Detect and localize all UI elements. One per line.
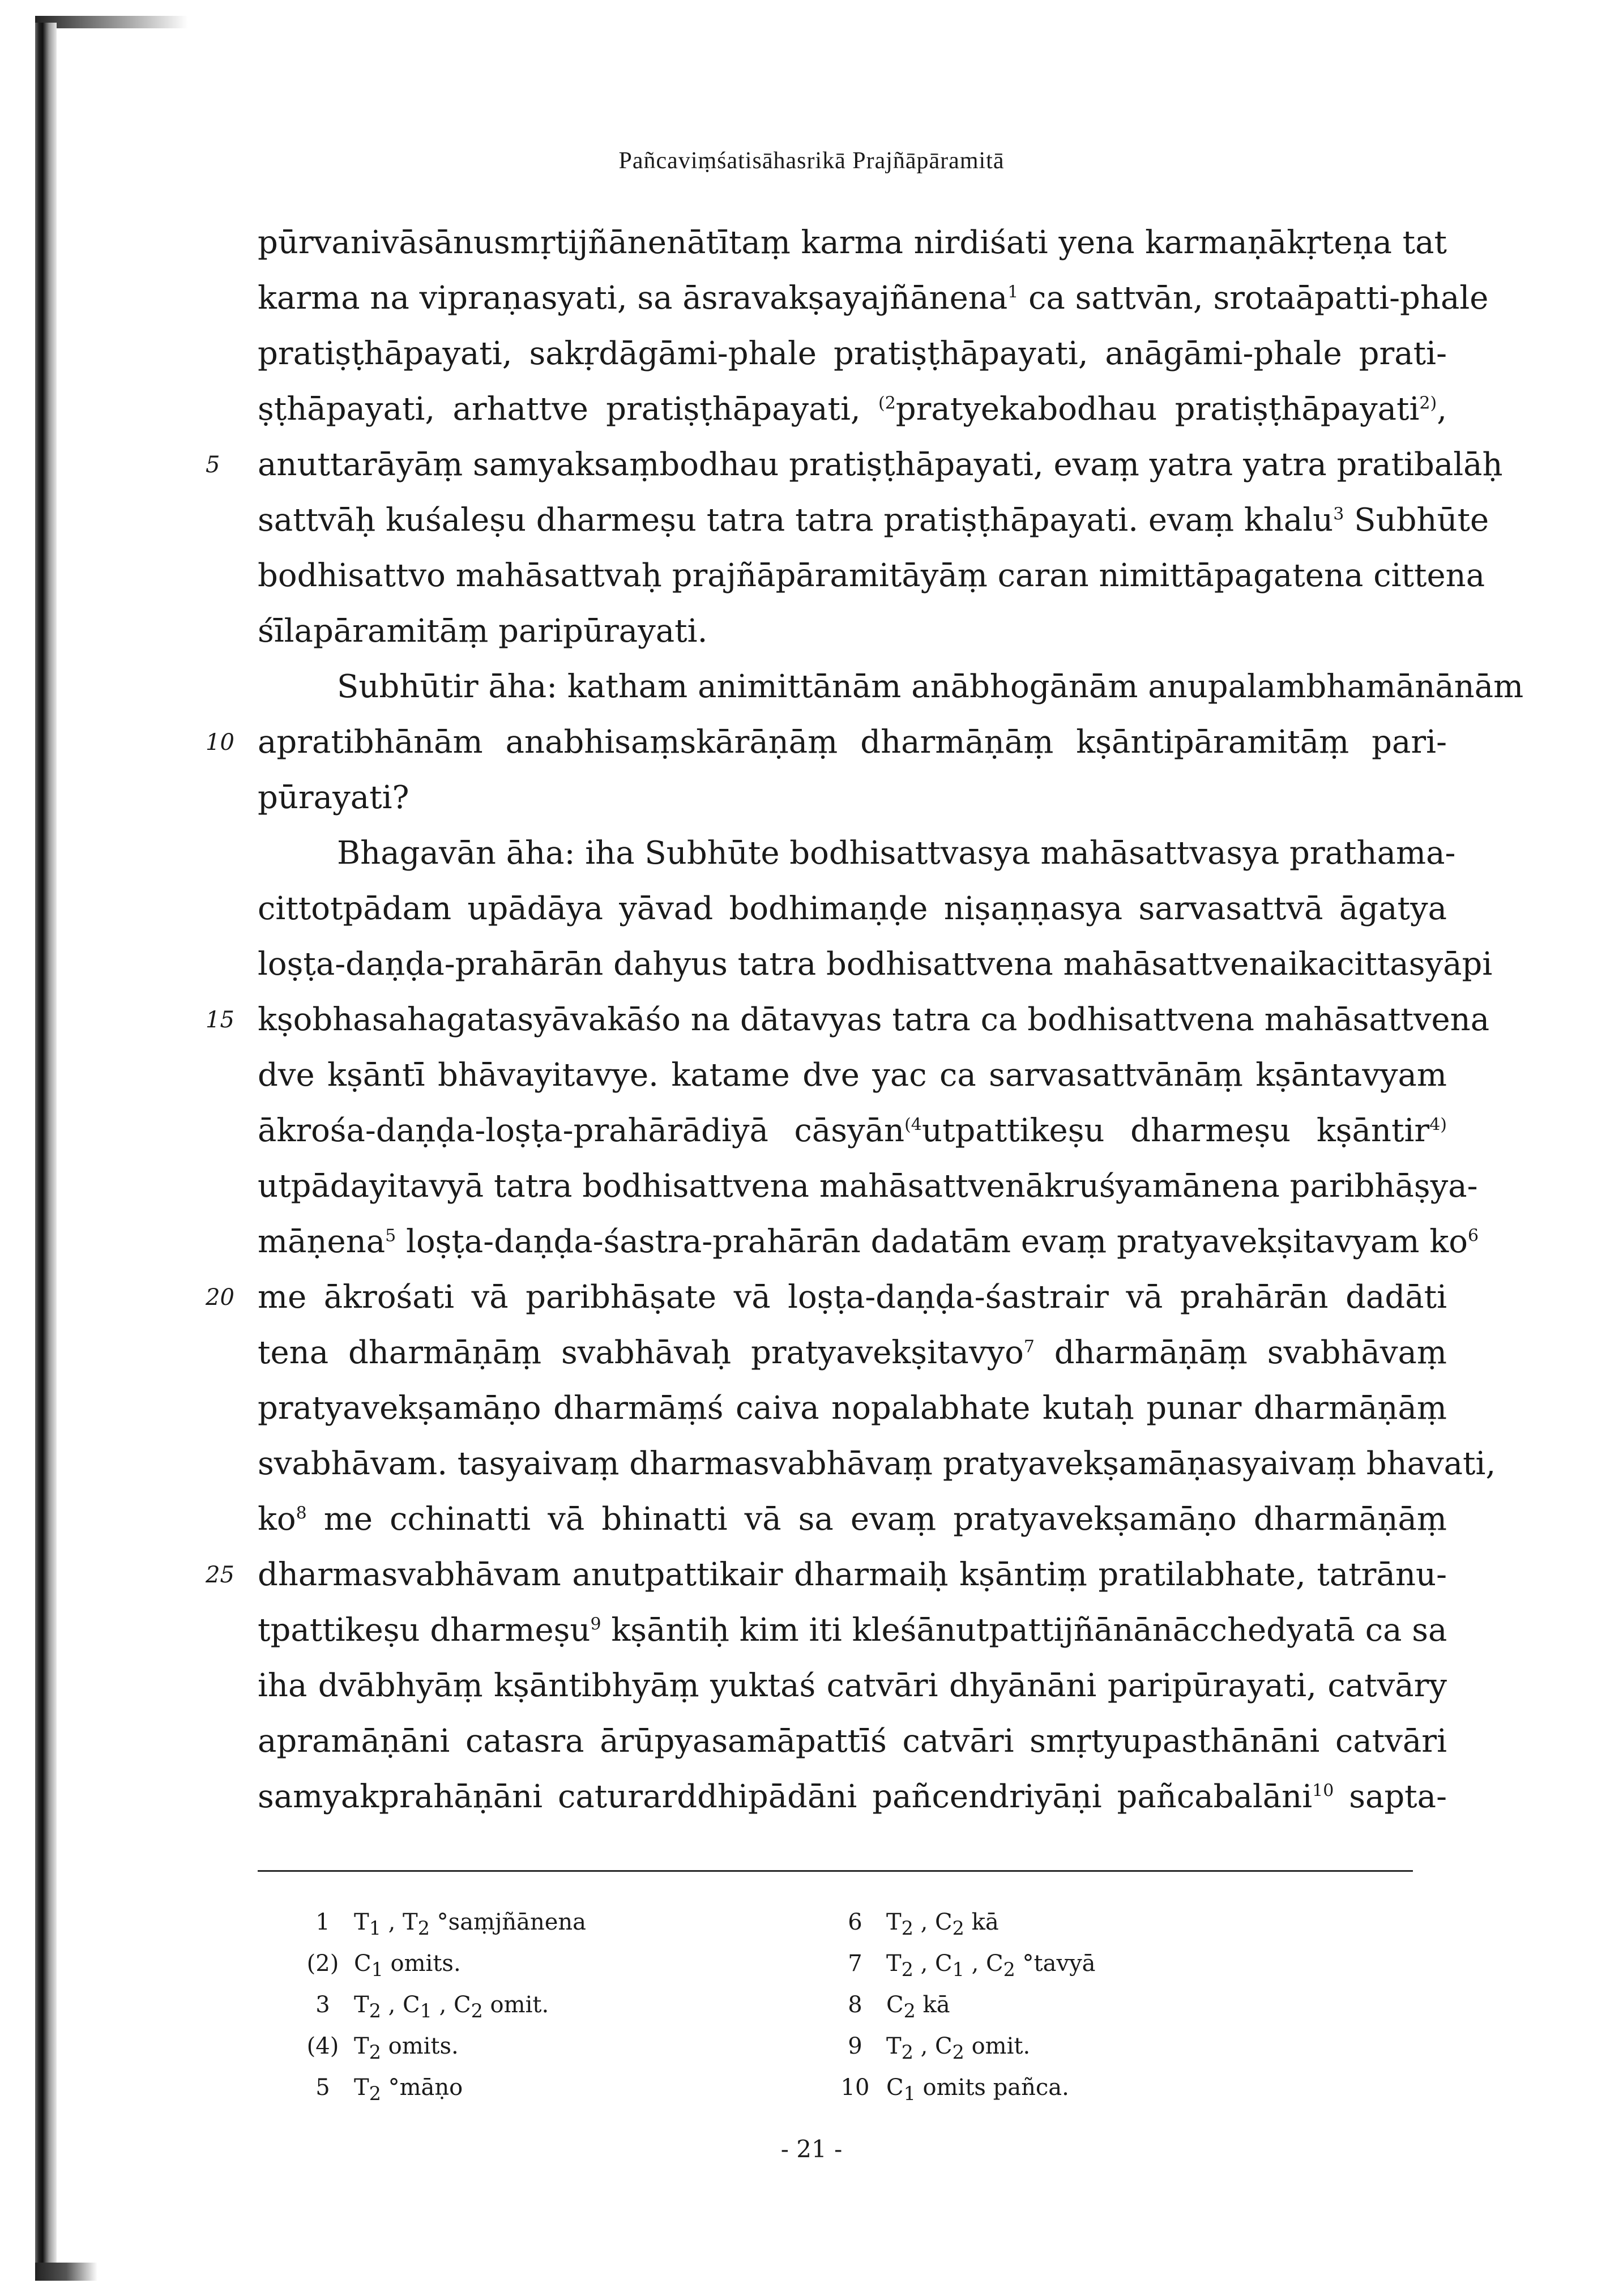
- footnote-ref: (4: [904, 1115, 922, 1135]
- footnote-ref: 7: [1023, 1337, 1035, 1357]
- text-run: pratiṣṭhāpayati, sakṛdāgāmi-phale pratiṣṭhāpayati, anāgāmi-phale prati-: [258, 335, 1447, 372]
- text-line: [258, 326, 1447, 382]
- footnote-number: (4): [306, 2033, 339, 2059]
- footnote-text: [886, 1985, 950, 2032]
- text-line: [258, 659, 1524, 715]
- text-run: iha dvābhyāṃ kṣāntibhyāṃ yuktaś catvāri dhyānāni paripūrayati, catvāry: [258, 1667, 1447, 1704]
- text-line: [258, 215, 1447, 271]
- text-run: T: [886, 1951, 902, 1977]
- line-number: 15: [206, 1007, 234, 1033]
- scan-edge-bottom: [35, 2263, 97, 2281]
- text-line: [258, 1048, 1447, 1103]
- subscript: 2: [417, 1917, 430, 1939]
- text-run: T: [354, 1909, 369, 1935]
- text-line: [258, 1436, 1496, 1492]
- text-run: ca sattvān, srotaāpatti-phale: [1018, 280, 1489, 317]
- subscript: 2: [369, 2000, 381, 2022]
- text-run: me cchinatti vā bhinatti vā sa evaṃ pratyavekṣamāṇo dharmāṇāṃ: [306, 1501, 1447, 1538]
- footnote: [292, 1943, 586, 1985]
- footnote-number: (2): [306, 1951, 339, 1977]
- subscript: 2: [901, 1958, 913, 1981]
- footnote-text: [886, 2026, 1030, 2073]
- text-line: [258, 1769, 1447, 1825]
- footnote-text: [886, 1902, 999, 1949]
- footnote-number: 8: [848, 1992, 862, 2018]
- text-run: me ākrośati vā paribhāṣate vā loṣṭa-daṇḍa-śastrair vā prahārān dadāti: [258, 1279, 1447, 1316]
- text-line: [258, 1159, 1478, 1214]
- footnote-number: 1: [315, 1909, 330, 1935]
- text-run: pūrvanivāsānusmṛtijñānenātītaṃ karma nirdiśati yena karmaṇākṛteṇa tat: [258, 224, 1447, 261]
- text-run: , C: [913, 2033, 953, 2059]
- text-run: kā: [915, 1992, 950, 2018]
- text-run: pūrayati?: [258, 779, 409, 816]
- text-line: [258, 604, 1447, 659]
- text-run: omits pañca.: [915, 2075, 1069, 2101]
- text-run: kā: [964, 1909, 999, 1935]
- text-run: ṣṭhāpayati, arhattve pratiṣṭhāpayati,: [258, 391, 878, 428]
- text-run: T: [886, 1909, 902, 1935]
- text-run: dharmāṇāṃ svabhāvaṃ: [1034, 1334, 1447, 1371]
- line-number: 25: [206, 1562, 234, 1588]
- text-run: dve kṣāntī bhāvayitavye. katame dve yac ca sarvasattvānāṃ kṣāntavyam: [258, 1057, 1447, 1094]
- footnote: [292, 2067, 586, 2109]
- footnote: [824, 2026, 1096, 2067]
- text-run: svabhāvam. tasyaivaṃ dharmasvabhāvaṃ pratyavekṣamāṇasyaivaṃ bhavati,: [258, 1445, 1496, 1482]
- footnote-ref: 6: [1467, 1226, 1479, 1246]
- text-run: , T: [381, 1909, 418, 1935]
- text-run: anuttarāyāṃ samyaksaṃbodhau pratiṣṭhāpayati, evaṃ yatra yatra pratibalāḥ: [258, 446, 1503, 483]
- line-number: 10: [206, 729, 234, 756]
- footnote-ref: 2): [1419, 393, 1437, 413]
- text-run: T: [354, 2075, 369, 2101]
- text-line: [258, 826, 1456, 881]
- subscript: 1: [903, 2082, 916, 2105]
- text-run: , C: [964, 1951, 1003, 1977]
- text-run: utpattikeṣu dharmeṣu kṣāntir: [921, 1112, 1430, 1149]
- subscript: 2: [901, 1917, 913, 1939]
- text-run: ākrośa-daṇḍa-loṣṭa-prahārādiyā cāsyān: [258, 1112, 905, 1149]
- text-line: [206, 715, 1447, 770]
- text-line: [258, 271, 1489, 326]
- footnote-ref: 8: [296, 1503, 307, 1523]
- text-run: sapta-: [1334, 1778, 1447, 1815]
- text-run: śīlapāramitāṃ paripūrayati.: [258, 613, 708, 650]
- text-run: kṣobhasahagatasyāvakāśo na dātavyas tatra ca bodhisattvena mahāsattvena: [258, 1001, 1490, 1038]
- text-run: dharmasvabhāvam anutpattikair dharmaiḥ kṣāntiṃ pratilabhate, tatrānu-: [258, 1556, 1447, 1593]
- footnote: [824, 1943, 1096, 1985]
- scan-edge-top: [35, 16, 188, 28]
- text-run: ko: [258, 1501, 296, 1538]
- text-run: , C: [381, 1992, 420, 2018]
- footnote: [292, 1985, 586, 2026]
- text-line: [206, 992, 1490, 1048]
- text-line: [258, 1658, 1447, 1714]
- text-run: omit.: [964, 2033, 1031, 2059]
- text-line: [206, 1547, 1447, 1603]
- text-run: loṣṭa-daṇḍa-prahārān dahyus tatra bodhisattvena mahāsattvenaikacittasyāpi: [258, 946, 1493, 983]
- text-line: [206, 437, 1503, 493]
- text-run: omit.: [482, 1992, 549, 2018]
- footnote: [824, 1902, 1096, 1943]
- text-run: C: [354, 1951, 371, 1977]
- text-run: karma na vipraṇasyati, sa āsravakṣayajñānena: [258, 280, 1008, 317]
- footnote-text: [354, 1902, 586, 1949]
- text-line: [258, 1214, 1479, 1270]
- footnote-text: [886, 1943, 1096, 1990]
- footnote-number: 9: [848, 2033, 862, 2059]
- footnote-number: 3: [315, 1992, 330, 2018]
- text-run: ,: [1437, 391, 1447, 428]
- line-number: 20: [206, 1284, 234, 1311]
- text-line: [258, 382, 1447, 437]
- footnote-ref: 10: [1312, 1781, 1334, 1801]
- subscript: 2: [471, 2000, 483, 2022]
- footnote: [824, 2067, 1096, 2109]
- text-line: [258, 493, 1489, 548]
- text-line: [206, 1270, 1447, 1325]
- text-line: [258, 1325, 1447, 1381]
- footnote-text: [354, 1943, 461, 1990]
- text-run: apramāṇāni catasra ārūpyasamāpattīś catvāri smṛtyupasthānāni catvāri: [258, 1723, 1447, 1760]
- text-run: tpattikeṣu dharmeṣu: [258, 1612, 591, 1649]
- footnote-ref: 3: [1333, 504, 1344, 524]
- footnote-text: [354, 2026, 459, 2073]
- footnote-number: 10: [840, 2075, 870, 2101]
- text-run: Subhūte: [1344, 502, 1489, 539]
- footnote-rule: [258, 1870, 1413, 1872]
- footnote: [292, 1902, 586, 1943]
- footnote-text: [354, 1985, 549, 2032]
- subscript: 1: [371, 1958, 383, 1981]
- text-run: , C: [913, 1951, 953, 1977]
- subscript: 2: [369, 2041, 381, 2063]
- text-run: C: [886, 2075, 904, 2101]
- text-line: [258, 937, 1493, 992]
- text-line: [258, 1603, 1447, 1658]
- footnote: [292, 2026, 586, 2067]
- text-run: cittotpādam upādāya yāvad bodhimaṇḍe niṣaṇṇasya sarvasattvā āgatya: [258, 890, 1447, 927]
- text-line: [258, 770, 1447, 826]
- text-run: Subhūtir āha: katham animittānām anābhogānām anupalambhamānānām: [337, 668, 1524, 705]
- text-run: kṣāntiḥ kim iti kleśānutpattijñānānācchedyatā ca sa: [601, 1612, 1447, 1649]
- subscript: 2: [901, 2041, 913, 2063]
- text-run: Bhagavān āha: iha Subhūte bodhisattvasya mahāsattvasya prathama-: [337, 835, 1456, 872]
- text-run: utpādayitavyā tatra bodhisattvena mahāsattvenākruśyamānena paribhāṣya-: [258, 1168, 1478, 1205]
- text-line: [258, 1714, 1447, 1769]
- footnote-ref: 1: [1007, 282, 1019, 302]
- running-head: Pañcaviṃśatisāhasrikā Prajñāpāramitā: [618, 148, 1005, 174]
- subscript: 1: [369, 1917, 381, 1939]
- text-run: T: [354, 2033, 369, 2059]
- text-run: pratyekabodhau pratiṣṭhāpayati: [895, 391, 1420, 428]
- text-run: , C: [432, 1992, 471, 2018]
- footnote-ref: 9: [590, 1614, 601, 1634]
- subscript: 2: [952, 1917, 964, 1939]
- text-line: [258, 1492, 1447, 1547]
- footnote-ref: 5: [385, 1226, 396, 1246]
- footnote-ref: 4): [1429, 1115, 1447, 1135]
- footnote-number: 5: [315, 2075, 330, 2101]
- footnotes-right: [824, 1902, 1096, 2109]
- subscript: 2: [369, 2082, 381, 2105]
- text-run: omits.: [383, 1951, 461, 1977]
- footnote-number: 6: [848, 1909, 862, 1935]
- text-run: omits.: [381, 2033, 459, 2059]
- footnote-text: [354, 2067, 463, 2114]
- subscript: 2: [1003, 1958, 1015, 1981]
- text-run: bodhisattvo mahāsattvaḥ prajñāpāramitāyāṃ caran nimittāpagatena cittena: [258, 557, 1485, 594]
- subscript: 2: [952, 2041, 964, 2063]
- line-number: 5: [206, 452, 220, 478]
- text-run: sattvāḥ kuśaleṣu dharmeṣu tatra tatra pratiṣṭhāpayati. evaṃ khalu: [258, 502, 1334, 539]
- text-run: loṣṭa-daṇḍa-śastra-prahārān dadatām evaṃ pratyavekṣitavyam ko: [396, 1223, 1468, 1260]
- text-run: C: [886, 1992, 904, 2018]
- footnotes-left: [292, 1902, 586, 2109]
- text-run: māṇena: [258, 1223, 386, 1260]
- text-line: [258, 1381, 1447, 1436]
- footnote-number: 7: [848, 1951, 862, 1977]
- subscript: 1: [952, 1958, 964, 1981]
- text-run: °māṇo: [381, 2075, 463, 2101]
- text-line: [258, 881, 1447, 937]
- text-run: apratibhānām anabhisaṃskārāṇāṃ dharmāṇāṃ kṣāntipāramitāṃ pari-: [258, 724, 1447, 761]
- scan-edge-left: [35, 23, 57, 2280]
- footnote: [824, 1985, 1096, 2026]
- text-run: °tavyā: [1015, 1951, 1096, 1977]
- text-run: °saṃjñānena: [429, 1909, 587, 1935]
- subscript: 2: [903, 2000, 916, 2022]
- text-run: T: [354, 1992, 369, 2018]
- page-number: - 21 -: [780, 2135, 843, 2163]
- footnote-text: [886, 2067, 1069, 2114]
- text-line: [258, 548, 1485, 604]
- text-run: samyakprahāṇāni caturarddhipādāni pañcendriyāṇi pañcabalāni: [258, 1778, 1313, 1815]
- text-run: T: [886, 2033, 902, 2059]
- subscript: 1: [420, 2000, 432, 2022]
- footnote-ref: (2: [878, 393, 896, 413]
- text-run: tena dharmāṇāṃ svabhāvaḥ pratyavekṣitavyo: [258, 1334, 1024, 1371]
- body-text: [206, 215, 1524, 1825]
- text-line: [258, 1103, 1447, 1159]
- text-run: pratyavekṣamāṇo dharmāṃś caiva nopalabhate kutaḥ punar dharmāṇāṃ: [258, 1390, 1447, 1427]
- text-run: , C: [913, 1909, 953, 1935]
